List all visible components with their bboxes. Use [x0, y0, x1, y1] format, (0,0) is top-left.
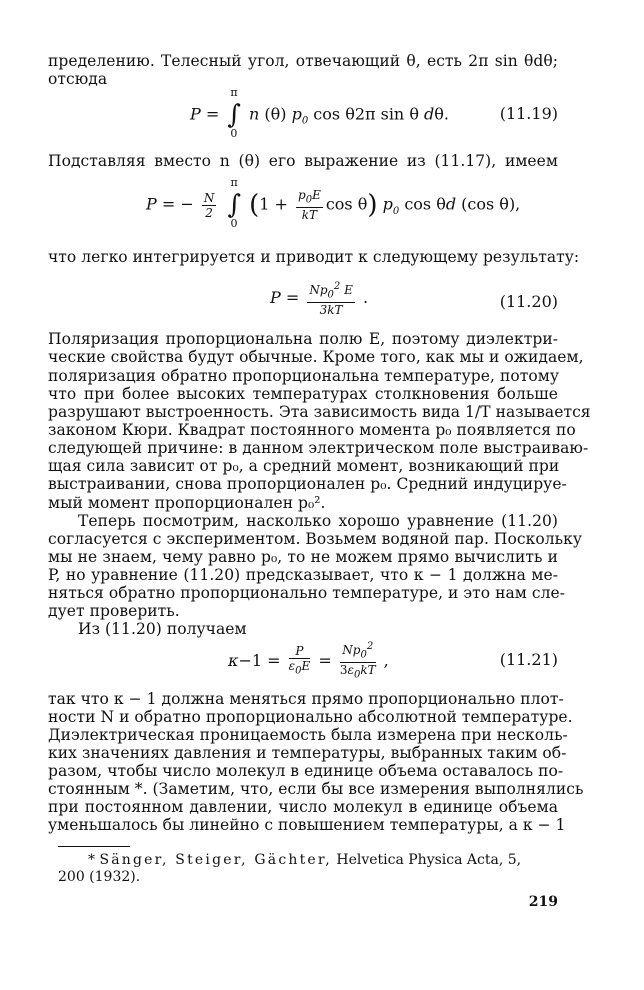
- page-number: 219: [528, 894, 558, 910]
- text-line: разом, чтобы число молекул в единице объема оставалось по-: [48, 762, 564, 780]
- footnote-line: [88, 852, 558, 869]
- footnote-line: 200 (1932).: [58, 869, 141, 885]
- footnote-divider: [58, 846, 130, 847]
- text-line: что при более высоких температурах столкновения больше: [48, 385, 558, 403]
- text-line: при постоянном давлении, число молекул в единице объема: [48, 798, 558, 816]
- equation-11-21: κ−1 = $\frac{P}{\varepsilon_0E}$ = $\frac{Np_0^2}{3\varepsilon_0kT}$ ,: [228, 641, 389, 681]
- equation-number: (11.20): [499, 292, 558, 311]
- text-line: няться обратно пропорционально температуре, и это нам сле-: [48, 584, 566, 602]
- equation-11-19: P = π ∫ 0 n (θ) $p_0$ cos θ2π sin θ dθ.: [190, 86, 449, 140]
- text-line: что легко интегрируется и приводит к следующему результату:: [48, 248, 580, 266]
- text-line: Из (11.20) получаем: [78, 620, 247, 638]
- text-line: ческие свойства будут обычные. Кроме того, как мы и ожидаем,: [48, 348, 584, 366]
- text-line: Диэлектрическая проницаемость была измерена при несколь-: [48, 726, 568, 744]
- equation-integral: P = − $\frac{N}{2}$ π ∫ 0 (1 + $\frac{p_0E}{kT}$ cos θ) $p_0$ cos θd (cos θ),: [146, 176, 521, 231]
- text-line: законом Кюри. Квадрат постоянного момента p₀ появляется по: [48, 421, 576, 439]
- text-line: стоянным *. (Заметим, что, если бы все измерения выполнялись: [48, 780, 584, 798]
- text-line: мый момент пропорционален p₀².: [48, 494, 326, 512]
- text-line: мы не знаем, чему равно p₀, то не можем прямо вычислить и: [48, 548, 558, 566]
- text-line: дует проверить.: [48, 602, 180, 620]
- text-line: следующей причине: в данном электрическом поле выстраиваю-: [48, 439, 589, 457]
- footnote-source: Helvetica Physica Acta, 5,: [331, 852, 522, 868]
- text-line: согласуется с экспериментом. Возьмем водяной пар. Поскольку: [48, 530, 583, 548]
- equation-number: (11.21): [499, 650, 558, 669]
- text-line: Теперь посмотрим, насколько хорошо уравнение (11.20): [78, 512, 558, 530]
- text-line: ких значениях давления и температуры, выбранных таким об-: [48, 744, 567, 762]
- text-line: поляризация обратно пропорциональна температуре, потому: [48, 367, 559, 385]
- text-line: разрушают выстроенность. Эта зависимость вида 1/T называется: [48, 403, 591, 421]
- text-line: Подставляя вместо n (θ) его выражение из (11.17), имеем: [48, 152, 558, 170]
- equation-number: (11.19): [499, 104, 558, 123]
- equation-11-20: P = $\frac{Np_0^2 E}{3kT}$ .: [270, 281, 369, 318]
- text-line: Поляризация пропорциональна полю E, поэтому диэлектри-: [48, 330, 558, 348]
- text-line: выстраивании, снова пропорционален p₀. Средний индуцируе-: [48, 475, 567, 493]
- text-line: пределению. Телесный угол, отвечающий θ, есть 2π sin θdθ;: [48, 52, 558, 70]
- text-line: P, но уравнение (11.20) предсказывает, что κ − 1 должна ме-: [48, 566, 558, 584]
- text-line: так что κ − 1 должна меняться прямо пропорционально плот-: [48, 690, 564, 708]
- text-line: отсюда: [48, 70, 108, 88]
- text-line: щая сила зависит от p₀, а средний момент, возникающий при: [48, 457, 560, 475]
- text-line: уменьшалось бы линейно с повышением температуры, а κ − 1: [48, 816, 566, 834]
- footnote-authors: Sänger, Steiger, Gächter,: [99, 852, 332, 868]
- text-line: ности N и обратно пропорционально абсолютной температуре.: [48, 708, 573, 726]
- footnote-mark: *: [88, 852, 100, 868]
